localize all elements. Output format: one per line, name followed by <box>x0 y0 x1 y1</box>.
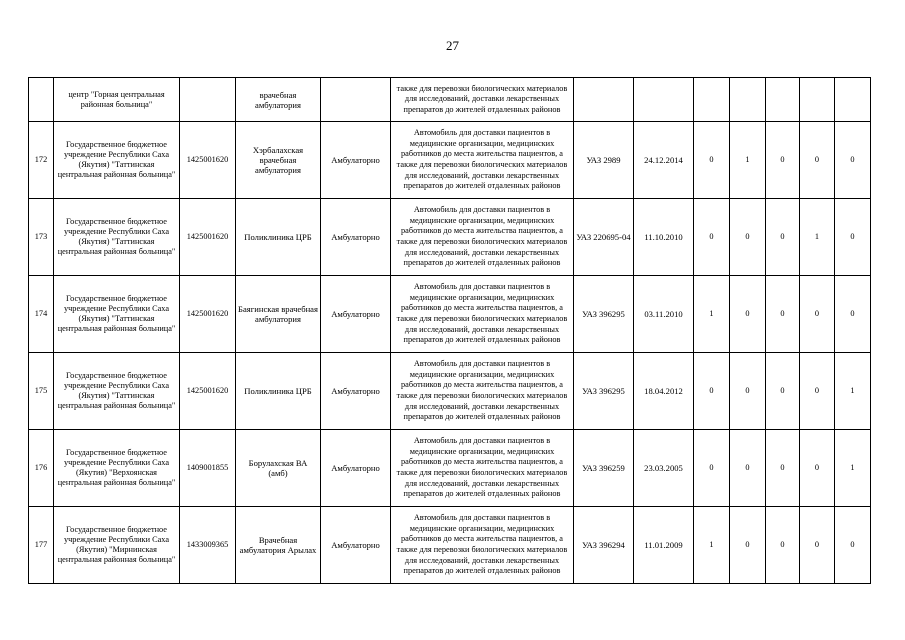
cell-num: 173 <box>29 199 54 276</box>
cell-inn: 1409001855 <box>180 430 236 507</box>
cell-count-5: 1 <box>835 430 871 507</box>
cell-count-2: 0 <box>730 430 766 507</box>
cell-count-4: 0 <box>800 276 835 353</box>
cell-purpose: также для перевозки биологических материалов для исследований, доставки лекарственных препаратов до жителей отдаленных районов <box>391 78 574 122</box>
cell-institution: Государственное бюджетное учреждение Республики Саха (Якутия) "Таттинская центральная районная больница" <box>54 276 180 353</box>
cell-count-2: 0 <box>730 353 766 430</box>
cell-count-1: 0 <box>694 122 730 199</box>
table-row <box>29 507 871 584</box>
cell-count-2: 1 <box>730 122 766 199</box>
vehicle-table <box>28 77 871 584</box>
cell-date: 24.12.2014 <box>634 122 694 199</box>
cell-model: УАЗ 396294 <box>574 507 634 584</box>
cell-count-2: 0 <box>730 199 766 276</box>
cell-model: УАЗ 220695-04 <box>574 199 634 276</box>
cell-institution: Государственное бюджетное учреждение Республики Саха (Якутия) "Мирнинская центральная районная больница" <box>54 507 180 584</box>
cell-count-5: 0 <box>835 199 871 276</box>
table-row-continuation <box>29 78 871 122</box>
cell-institution: Государственное бюджетное учреждение Республики Саха (Якутия) "Верхоянская центральная районная больница" <box>54 430 180 507</box>
cell-institution: Государственное бюджетное учреждение Республики Саха (Якутия) "Таттинская центральная районная больница" <box>54 199 180 276</box>
page-number: 27 <box>446 38 459 53</box>
cell-model <box>574 78 634 122</box>
cell-count-1: 1 <box>694 276 730 353</box>
cell-num: 174 <box>29 276 54 353</box>
cell-unit: Борулахская ВА (амб) <box>236 430 321 507</box>
cell-care-type: Амбулаторно <box>321 122 391 199</box>
cell-institution: Государственное бюджетное учреждение Республики Саха (Якутия) "Таттинская центральная районная больница" <box>54 122 180 199</box>
cell-care-type: Амбулаторно <box>321 353 391 430</box>
cell-count-5: 0 <box>835 122 871 199</box>
cell-date: 03.11.2010 <box>634 276 694 353</box>
cell-purpose: Автомобиль для доставки пациентов в медицинские организации, медицинских работников до места жительства пациентов, а также для перевозки биологических материалов для исследований, доставки лекарственных препаратов до жителей отдаленных районов <box>391 430 574 507</box>
cell-count-1: 0 <box>694 353 730 430</box>
cell-count-3 <box>766 78 800 122</box>
cell-count-3: 0 <box>766 199 800 276</box>
cell-inn: 1425001620 <box>180 353 236 430</box>
cell-count-4: 0 <box>800 353 835 430</box>
cell-unit: Поликлиника ЦРБ <box>236 199 321 276</box>
cell-institution: центр "Горная центральная районная больница" <box>54 78 180 122</box>
cell-institution: Государственное бюджетное учреждение Республики Саха (Якутия) "Таттинская центральная районная больница" <box>54 353 180 430</box>
cell-count-5: 1 <box>835 353 871 430</box>
cell-purpose: Автомобиль для доставки пациентов в медицинские организации, медицинских работников до места жительства пациентов, а также для перевозки биологических материалов для исследований, доставки лекарственных препаратов до жителей отдаленных районов <box>391 507 574 584</box>
cell-count-3: 0 <box>766 276 800 353</box>
cell-count-4 <box>800 78 835 122</box>
cell-count-2: 0 <box>730 507 766 584</box>
cell-care-type: Амбулаторно <box>321 430 391 507</box>
cell-num: 175 <box>29 353 54 430</box>
cell-model: УАЗ 396295 <box>574 276 634 353</box>
table-row <box>29 122 871 199</box>
cell-care-type <box>321 78 391 122</box>
cell-purpose: Автомобиль для доставки пациентов в медицинские организации, медицинских работников до места жительства пациентов, а также для перевозки биологических материалов для исследований, доставки лекарственных препаратов до жителей отдаленных районов <box>391 199 574 276</box>
cell-care-type: Амбулаторно <box>321 507 391 584</box>
cell-unit: Баягинская врачебная амбулатория <box>236 276 321 353</box>
cell-purpose: Автомобиль для доставки пациентов в медицинские организации, медицинских работников до места жительства пациентов, а также для перевозки биологических материалов для исследований, доставки лекарственных препаратов до жителей отдаленных районов <box>391 276 574 353</box>
cell-date: 11.10.2010 <box>634 199 694 276</box>
cell-inn: 1425001620 <box>180 199 236 276</box>
cell-purpose: Автомобиль для доставки пациентов в медицинские организации, медицинских работников до места жительства пациентов, а также для перевозки биологических материалов для исследований, доставки лекарственных препаратов до жителей отдаленных районов <box>391 353 574 430</box>
cell-unit: Врачебная амбулатория Арылах <box>236 507 321 584</box>
cell-count-1: 0 <box>694 430 730 507</box>
cell-count-4: 0 <box>800 507 835 584</box>
cell-care-type: Амбулаторно <box>321 199 391 276</box>
cell-model: УАЗ 2989 <box>574 122 634 199</box>
cell-care-type: Амбулаторно <box>321 276 391 353</box>
cell-unit: врачебная амбулатория <box>236 78 321 122</box>
cell-count-3: 0 <box>766 430 800 507</box>
cell-num <box>29 78 54 122</box>
cell-count-3: 0 <box>766 122 800 199</box>
cell-num: 172 <box>29 122 54 199</box>
table-row <box>29 276 871 353</box>
cell-count-2: 0 <box>730 276 766 353</box>
cell-date <box>634 78 694 122</box>
cell-model: УАЗ 396259 <box>574 430 634 507</box>
cell-count-1: 1 <box>694 507 730 584</box>
cell-count-4: 1 <box>800 199 835 276</box>
cell-count-4: 0 <box>800 430 835 507</box>
cell-count-5: 0 <box>835 276 871 353</box>
cell-model: УАЗ 396295 <box>574 353 634 430</box>
table-row <box>29 353 871 430</box>
cell-count-2 <box>730 78 766 122</box>
cell-num: 177 <box>29 507 54 584</box>
cell-purpose: Автомобиль для доставки пациентов в медицинские организации, медицинских работников до места жительства пациентов, а также для перевозки биологических материалов для исследований, доставки лекарственных препаратов до жителей отдаленных районов <box>391 122 574 199</box>
cell-inn: 1425001620 <box>180 122 236 199</box>
cell-count-1 <box>694 78 730 122</box>
cell-date: 18.04.2012 <box>634 353 694 430</box>
cell-count-5 <box>835 78 871 122</box>
cell-inn: 1433009365 <box>180 507 236 584</box>
table-row <box>29 199 871 276</box>
table-row <box>29 430 871 507</box>
cell-count-5: 0 <box>835 507 871 584</box>
cell-date: 11.01.2009 <box>634 507 694 584</box>
cell-unit: Хэрбалахская врачебная амбулатория <box>236 122 321 199</box>
cell-count-3: 0 <box>766 507 800 584</box>
cell-date: 23.03.2005 <box>634 430 694 507</box>
cell-unit: Поликлиника ЦРБ <box>236 353 321 430</box>
cell-inn <box>180 78 236 122</box>
cell-inn: 1425001620 <box>180 276 236 353</box>
cell-count-1: 0 <box>694 199 730 276</box>
cell-count-3: 0 <box>766 353 800 430</box>
cell-num: 176 <box>29 430 54 507</box>
cell-count-4: 0 <box>800 122 835 199</box>
